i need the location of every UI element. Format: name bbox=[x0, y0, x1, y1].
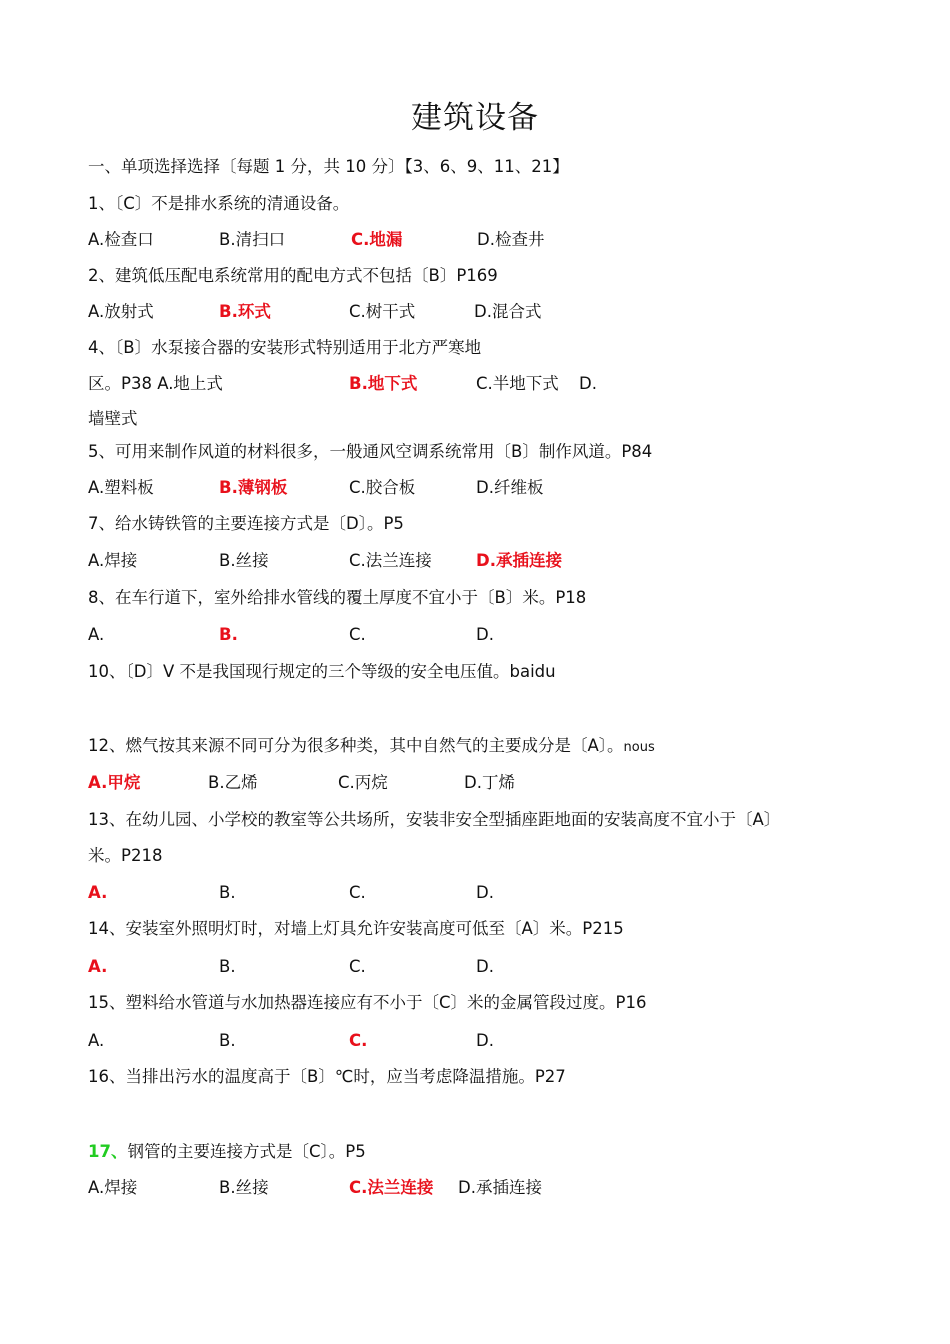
q13-option-a-answer: A. bbox=[88, 883, 108, 902]
question-12 bbox=[88, 735, 655, 759]
q7-option-d-answer: D.承插连接 bbox=[476, 551, 562, 570]
q13-option-c: C. bbox=[349, 883, 366, 902]
q15-option-c-answer: C. bbox=[349, 1031, 368, 1050]
q17-number: 17、 bbox=[88, 1142, 128, 1161]
question-8: 8、在车行道下，室外给排水管线的覆土厚度不宜小于〔B〕米。P18 bbox=[88, 588, 587, 607]
q8-option-b-answer: B. bbox=[219, 625, 238, 644]
question-2: 2、建筑低压配电系统常用的配电方式不包括〔B〕P169 bbox=[88, 266, 498, 285]
q13-option-b: B. bbox=[219, 883, 236, 902]
q5-option-d: D.纤维板 bbox=[476, 478, 544, 497]
q2-option-b-answer: B.环式 bbox=[219, 302, 271, 321]
q7-option-a: A.焊接 bbox=[88, 551, 138, 570]
q8-option-c: C. bbox=[349, 625, 366, 644]
q14-option-d: D. bbox=[476, 957, 494, 976]
question-4: 4、〔B〕水泵接合器的安装形式特别适用于北方严寒地 bbox=[88, 338, 482, 357]
q17-option-a: A.焊接 bbox=[88, 1178, 138, 1197]
q12-option-a-answer: A.甲烷 bbox=[88, 773, 141, 792]
q2-option-c: C.树干式 bbox=[349, 302, 416, 321]
q14-option-c: C. bbox=[349, 957, 366, 976]
q15-option-a: A. bbox=[88, 1031, 105, 1050]
q14-option-b: B. bbox=[219, 957, 236, 976]
q8-option-a: A. bbox=[88, 625, 105, 644]
q5-option-b-answer: B.薄钢板 bbox=[219, 478, 288, 497]
q4-option-b-answer: B.地下式 bbox=[349, 374, 418, 393]
q15-option-b: B. bbox=[219, 1031, 236, 1050]
q17-text: 钢管的主要连接方式是〔C〕。P5 bbox=[127, 1142, 366, 1161]
q2-option-d: D.混合式 bbox=[474, 302, 542, 321]
question-16: 16、当排出污水的温度高于〔B〕℃时，应当考虑降温措施。P27 bbox=[88, 1067, 566, 1086]
q17-option-b: B.丝接 bbox=[219, 1178, 269, 1197]
q4-line2-prefix: 区。P38 A.地上式 bbox=[88, 374, 223, 393]
question-5: 5、可用来制作风道的材料很多，一般通风空调系统常用〔B〕制作风道。P84 bbox=[88, 442, 653, 461]
q8-option-d: D. bbox=[476, 625, 494, 644]
q4-option-d: D. bbox=[579, 374, 597, 393]
question-13-continued: 米。P218 bbox=[88, 846, 163, 865]
q1-option-b: B.清扫口 bbox=[219, 230, 286, 249]
question-15: 15、塑料给水管道与水加热器连接应有不小于〔C〕米的金属管段过度。P16 bbox=[88, 993, 647, 1012]
q7-option-b: B.丝接 bbox=[219, 551, 269, 570]
q4-option-d-continued: 墙壁式 bbox=[88, 409, 138, 428]
q17-option-d: D.承插连接 bbox=[458, 1178, 542, 1197]
question-1: 1、〔C〕不是排水系统的清通设备。 bbox=[88, 194, 350, 213]
question-10: 10、〔D〕V 不是我国现行规定的三个等级的安全电压值。baidu bbox=[88, 662, 556, 681]
q7-option-c: C.法兰连接 bbox=[349, 551, 432, 570]
question-7: 7、给水铸铁管的主要连接方式是〔D〕。P5 bbox=[88, 514, 404, 533]
q14-option-a-answer: A. bbox=[88, 957, 108, 976]
q4-option-c: C.半地下式 bbox=[476, 374, 559, 393]
document-title: 建筑设备 bbox=[411, 100, 539, 136]
q1-option-d: D.检查井 bbox=[477, 230, 545, 249]
q15-option-d: D. bbox=[476, 1031, 494, 1050]
q12-text: 12、燃气按其来源不同可分为很多种类，其中自然气的主要成分是〔A〕。 bbox=[88, 736, 624, 755]
q17-option-c-answer: C.法兰连接 bbox=[349, 1178, 434, 1197]
q1-option-c-answer: C.地漏 bbox=[351, 230, 403, 249]
q5-option-a: A.塑料板 bbox=[88, 478, 154, 497]
q12-option-c: C.丙烷 bbox=[338, 773, 388, 792]
q13-option-d: D. bbox=[476, 883, 494, 902]
q2-option-a: A.放射式 bbox=[88, 302, 154, 321]
question-14: 14、安装室外照明灯时，对墙上灯具允许安装高度可低至〔A〕米。P215 bbox=[88, 919, 624, 938]
section-heading: 一、单项选择选择〔每题 1 分，共 10 分〕【3、6、9、11、21】 bbox=[88, 157, 569, 176]
q12-option-d: D.丁烯 bbox=[464, 773, 515, 792]
question-13: 13、在幼儿园、小学校的教室等公共场所，安装非安全型插座距地面的安装高度不宜小于〔A〕 bbox=[88, 810, 781, 829]
q5-option-c: C.胶合板 bbox=[349, 478, 416, 497]
question-17 bbox=[88, 1141, 366, 1163]
q12-note: nous bbox=[623, 740, 655, 755]
q1-option-a: A.检查口 bbox=[88, 230, 154, 249]
q12-option-b: B.乙烯 bbox=[208, 773, 258, 792]
